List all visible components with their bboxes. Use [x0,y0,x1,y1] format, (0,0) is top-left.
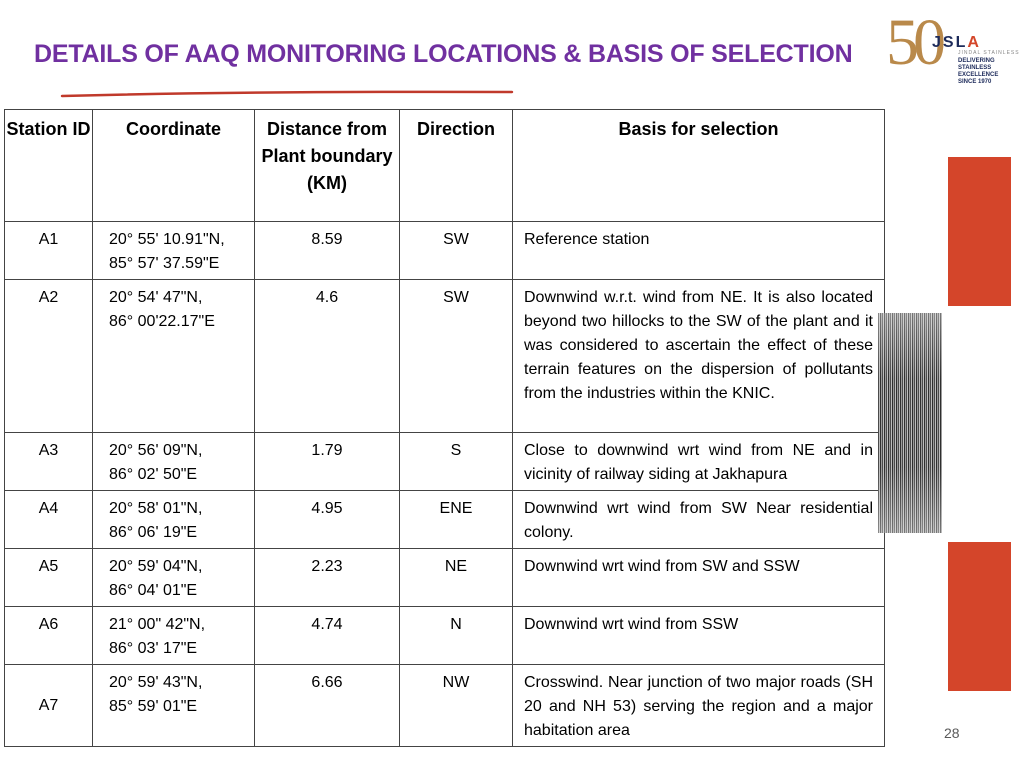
longitude: 86° 02' 50"E [109,466,198,483]
table-row [5,433,885,491]
coordinate-cell [93,665,255,747]
distance-cell: 6.66 [255,665,400,747]
decorative-red-block-top [948,157,1011,306]
latitude: 20° 55' 10.91"N, [109,231,225,248]
distance-cell: 1.79 [255,433,400,491]
coordinate-cell [93,607,255,665]
header-distance: Distance from Plant boundary (KM) [255,110,400,222]
header-station-id: Station ID [5,110,93,222]
table-row [5,549,885,607]
coordinate-cell [93,280,255,433]
direction-cell: SW [400,280,513,433]
decorative-stripe-pattern [878,313,942,533]
basis-cell: Close to downwind wrt wind from NE and in vicinity of railway siding at Jakhapura [513,433,885,491]
logo-tagline-3: SINCE 1970 [958,79,992,85]
longitude: 85° 57' 37.59"E [109,255,220,272]
page-number: 28 [944,725,960,741]
station-id-cell: A5 [5,549,93,607]
page-title: DETAILS OF AAQ MONITORING LOCATIONS & BASIS OF SELECTION [34,40,853,68]
station-id-cell: A4 [5,491,93,549]
header-coordinate: Coordinate [93,110,255,222]
latitude: 20° 59' 04"N, [109,558,203,575]
logo-tagline-2: STAINLESS EXCELLENCE [958,65,999,78]
station-id-cell: A1 [5,222,93,280]
longitude: 86° 06' 19"E [109,524,198,541]
basis-cell: Downwind wrt wind from SW Near residential colony. [513,491,885,549]
logo-subbrand: JINDAL STAINLESS [958,50,1020,56]
latitude: 20° 58' 01"N, [109,500,203,517]
distance-cell: 4.95 [255,491,400,549]
distance-cell: 4.74 [255,607,400,665]
coordinate-cell [93,549,255,607]
longitude: 86° 03' 17"E [109,640,198,657]
logo-tagline-1: DELIVERING [958,58,995,64]
basis-cell: Downwind wrt wind from SW and SSW [513,549,885,607]
header-direction: Direction [400,110,513,222]
basis-cell: Downwind wrt wind from SSW [513,607,885,665]
decorative-red-block-bottom [948,542,1011,691]
monitoring-locations-table [4,109,885,747]
distance-cell: 4.6 [255,280,400,433]
direction-cell: NE [400,549,513,607]
table-row [5,607,885,665]
logo-brand-left: JSL [932,34,968,51]
direction-cell: SW [400,222,513,280]
station-id-cell: A3 [5,433,93,491]
logo-tagline [958,50,1022,86]
station-id-cell: A6 [5,607,93,665]
basis-cell: Reference station [513,222,885,280]
basis-cell: Downwind w.r.t. wind from NE. It is also located beyond two hillocks to the SW of the plant and it was considered to ascertain the effect of these terrain features on the dispersion of pollutants from the industries within the KNIC. [513,280,885,433]
distance-cell: 2.23 [255,549,400,607]
coordinate-cell [93,433,255,491]
title-underline [60,88,514,100]
table-row [5,491,885,549]
station-id-cell: A2 [5,280,93,433]
latitude: 20° 59' 43"N, [109,674,203,691]
coordinate-cell [93,491,255,549]
company-logo [886,6,1020,86]
header-basis: Basis for selection [513,110,885,222]
table-row [5,222,885,280]
station-id-cell: A7 [5,665,93,747]
direction-cell: N [400,607,513,665]
direction-cell: NW [400,665,513,747]
table-row [5,665,885,747]
basis-cell: Crosswind. Near junction of two major roads (SH 20 and NH 53) serving the region and a major habitation area [513,665,885,747]
latitude: 21° 00" 42"N, [109,616,206,633]
logo-brand-right: A [967,34,981,51]
direction-cell: S [400,433,513,491]
longitude: 86° 00'22.17"E [109,313,215,330]
distance-cell: 8.59 [255,222,400,280]
latitude: 20° 54' 47"N, [109,289,203,306]
direction-cell: ENE [400,491,513,549]
longitude: 86° 04' 01"E [109,582,198,599]
coordinate-cell [93,222,255,280]
latitude: 20° 56' 09"N, [109,442,203,459]
longitude: 85° 59' 01"E [109,698,198,715]
table-row [5,280,885,433]
table-header-row [5,110,885,222]
logo-anniversary-number: 50 [886,6,940,79]
